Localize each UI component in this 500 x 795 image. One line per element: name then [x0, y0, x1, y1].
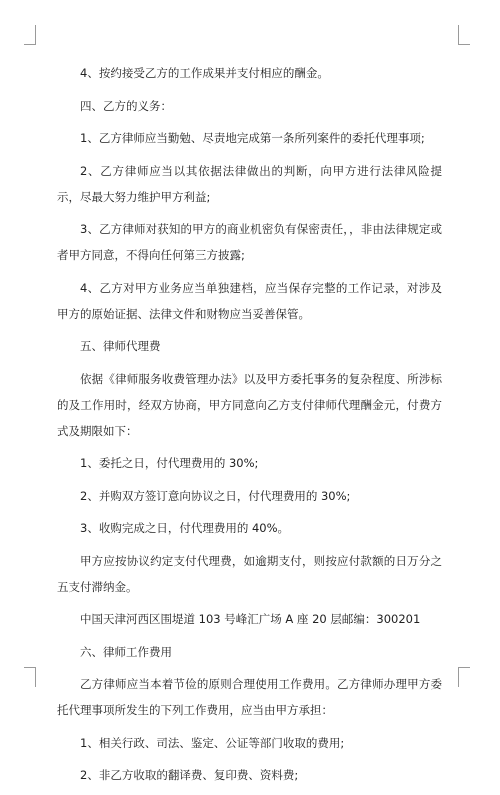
paragraph: 乙方律师应当本着节俭的原则合理使用工作费用。乙方律师办理甲方委托代理事项所发生的下列工作费用，应当由甲方承担： — [57, 677, 442, 717]
paragraph: 甲方应按协议约定支付代理费，如逾期支付，则按应付款额的日万分之五支付滞纳金。 — [57, 553, 442, 594]
crop-mark-bottom-right — [458, 667, 459, 687]
document-body — [57, 60, 442, 795]
crop-mark-top-left — [35, 25, 36, 45]
paragraph: 2、乙方律师应当以其依据法律做出的判断，向甲方进行法律风险提示，尽最大努力维护甲方利益; — [57, 163, 442, 204]
address-line: 中国天津河西区围堤道 103 号峰汇广场 A 座 20 层邮编：300201 — [80, 612, 421, 626]
paragraph: 1、乙方律师应当勤勉、尽责地完成第一条所列案件的委托代理事项; — [80, 131, 425, 145]
paragraph: 3、收购完成之日，付代理费用的 40%。 — [80, 521, 290, 535]
paragraph: 2、非乙方收取的翻译费、复印费、资料费; — [80, 768, 299, 782]
crop-mark-bottom-right — [458, 667, 470, 668]
crop-mark-top-right — [458, 25, 459, 45]
section-heading: 四、乙方的义务： — [80, 98, 172, 113]
section-heading: 六、律师工作费用 — [80, 644, 172, 659]
paragraph: 1、相关行政、司法、鉴定、公证等部门收取的费用; — [80, 735, 345, 750]
crop-mark-bottom-left — [35, 667, 36, 687]
paragraph: 4、乙方对甲方业务应当单独建档，应当保存完整的工作记录，对涉及甲方的原始证据、法律文件和财物应当妥善保管。 — [57, 280, 442, 321]
crop-mark-top-right — [458, 44, 470, 45]
crop-mark-top-left — [24, 44, 36, 45]
section-heading: 五、律师代理费 — [80, 339, 161, 353]
paragraph: 3、乙方律师对获知的甲方的商业机密负有保密责任，，非由法律规定或者甲方同意，不得向任何第三方披露; — [57, 222, 442, 262]
paragraph: 2、并购双方签订意向协议之日，付代理费用的 30%; — [80, 488, 351, 503]
paragraph: 1、委托之日，付代理费用的 30%; — [80, 456, 259, 470]
paragraph: 依据《律师服务收费管理办法》以及甲方委托事务的复杂程度、所涉标的及工作用时，经双方协商，甲方同意向乙方支付律师代理酬金元，付费方式及期限如下： — [57, 371, 442, 438]
paragraph: 4、按约接受乙方的工作成果并支付相应的酬金。 — [80, 66, 329, 80]
crop-mark-bottom-left — [24, 667, 36, 668]
